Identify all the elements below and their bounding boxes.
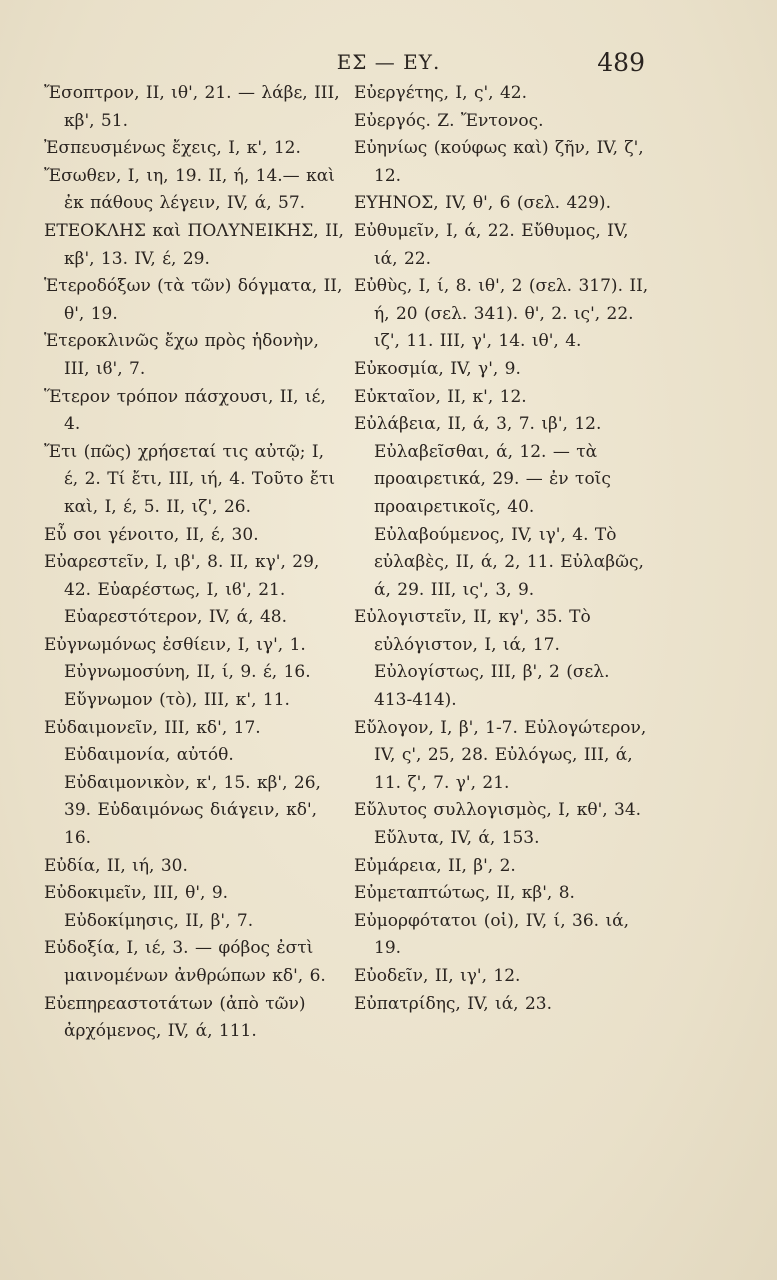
index-entry: Εὐμεταπτώτως, II, κβ', 8. <box>354 883 575 904</box>
index-entry: Ἐσπευσμένως ἔχεις, I, κ', 12. <box>44 138 301 159</box>
index-entry: Ἔσοπτρον, II, ιθ', 21. — λάβε, III, κβ', 51. <box>44 83 340 131</box>
page-header <box>0 44 777 84</box>
index-entry: Εὐμάρεια, II, β', 2. <box>354 855 516 876</box>
index-entry: Ἑτεροκλινῶς ἔχω πρὸς ἡδονὴν, III, ιϐ', 7. <box>44 331 319 379</box>
index-entry: Εὐκταῖον, II, κ', 12. <box>354 386 527 407</box>
index-entry: Ἑτεροδόξων (τὰ τῶν) δόγματα, II, θ', 19. <box>44 276 343 324</box>
index-entry: Ἔσωθεν, I, ιη, 19. II, ή, 14.— καὶ ἐκ πάθους λέγειν, IV, ά, 57. <box>44 165 335 214</box>
right-column <box>354 80 654 1046</box>
left-column <box>44 80 344 1046</box>
index-entry: ΕΤΕΟΚΛΗΣ καὶ ΠΟΛΥΝΕΙΚΗΣ, II, κβ', 13. IV, έ, 29. <box>44 220 344 269</box>
index-entry: Εὐηνίως (κούφως καὶ) ζῆν, IV, ζ', 12. <box>354 138 644 186</box>
index-entry: Εὔλογον, I, β', 1-7. Εὐλογώτερον, IV, ς', 25, 28. Εὐλόγως, III, ά, 11. ζ', 7. γ', 21. <box>354 717 647 793</box>
index-entry: Ἔτι (πῶς) χρήσεταί τις αὐτῷ; I, έ, 2. Τί ἔτι, III, ιή, 4. Τοῦτο ἔτι καὶ, I, έ, 5. II, ιζ', 26. <box>44 441 336 517</box>
index-entry: ΕΥΗΝΟΣ, IV, θ', 6 (σελ. 429). <box>354 193 611 214</box>
index-columns <box>44 80 654 1046</box>
index-entry: Εὐθυμεῖν, I, ά, 22. Εὔθυμος, IV, ιά, 22. <box>354 220 629 269</box>
index-entry: Εὐδία, II, ιή, 30. <box>44 855 188 876</box>
index-entry: Εὐμορφότατοι (οἱ), IV, ί, 36. ιά, 19. <box>354 910 630 959</box>
index-entry: Εὐθὺς, I, ί, 8. ιθ', 2 (σελ. 317). II, ή, 20 (σελ. 341). θ', 2. ις', 22. ιζ', 11. III, γ', 14. ιθ', 4. <box>354 276 649 352</box>
index-entry: Εὐπατρίδης, IV, ιά, 23. <box>354 993 553 1014</box>
running-head: ΕΣ — ΕΥ. <box>336 50 441 74</box>
index-entry: Εὐεργέτης, I, ς', 42. <box>354 83 527 103</box>
index-entry: Εὐκοσμία, IV, γ', 9. <box>354 358 521 379</box>
index-entry: Εὐλάβεια, II, ά, 3, 7. ιβ', 12. Εὐλαβεῖσθαι, ά, 12. — τὰ προαιρετικά, 29. — ἐν τοῖς προαιρετικοῖς, 40. Εὐλαβούμενος, IV, ιγ', 4. Τὸ εὐλαβὲς, II, ά, 2, 11. Εὐλαβῶς, ά, 29. III, ις', 3, 9. <box>354 414 644 600</box>
index-entry: Εὐγνωμόνως ἐσθίειν, I, ιγ', 1. Εὐγνωμοσύνη, II, ί, 9. έ, 16. Εὔγνωμον (τὸ), III, κ', 11. <box>44 634 311 711</box>
index-entry: Εὖ σοι γένοιτο, II, έ, 30. <box>44 524 259 545</box>
index-entry: Εὔλυτος συλλογισμὸς, I, κθ', 34. Εὔλυτα, IV, ά, 153. <box>354 800 642 849</box>
index-entry: Εὐδαιμονεῖν, III, κδ', 17. Εὐδαιμονία, αὐτόθ. Εὐδαιμονικὸν, κ', 15. κβ', 26, 39. Εὐδαιμόνως διάγειν, κδ', 16. <box>44 717 321 849</box>
index-entry: Εὐδοκιμεῖν, III, θ', 9. Εὐδοκίμησις, II, β', 7. <box>44 883 254 931</box>
index-entry: Εὐδοξία, I, ιέ, 3. — φόβος ἐστὶ μαινομένων ἀνθρώπων κδ', 6. <box>44 938 326 986</box>
index-entry: Εὐεπηρεαστοτάτων (ἀπὸ τῶν) ἀρχόμενος, IV, ά, 111. <box>44 993 306 1042</box>
index-entry: Ἕτερον τρόπον πάσχουσι, II, ιέ, 4. <box>44 386 326 435</box>
index-entry: Εὐαρεστεῖν, I, ιβ', 8. II, κγ', 29, 42. Εὐαρέστως, I, ιϐ', 21. Εὐαρεστότερον, IV, ά, 48. <box>44 552 320 628</box>
index-entry: Εὐλογιστεῖν, II, κγ', 35. Τὸ εὐλόγιστον, I, ιά, 17. Εὐλογίστως, III, β', 2 (σελ. 413-414). <box>354 607 610 711</box>
index-entry: Εὐεργός. Ζ. Ἔντονος. <box>354 110 544 131</box>
index-entry: Εὐοδεῖν, II, ιγ', 12. <box>354 966 521 986</box>
page-number: 489 <box>597 48 645 77</box>
